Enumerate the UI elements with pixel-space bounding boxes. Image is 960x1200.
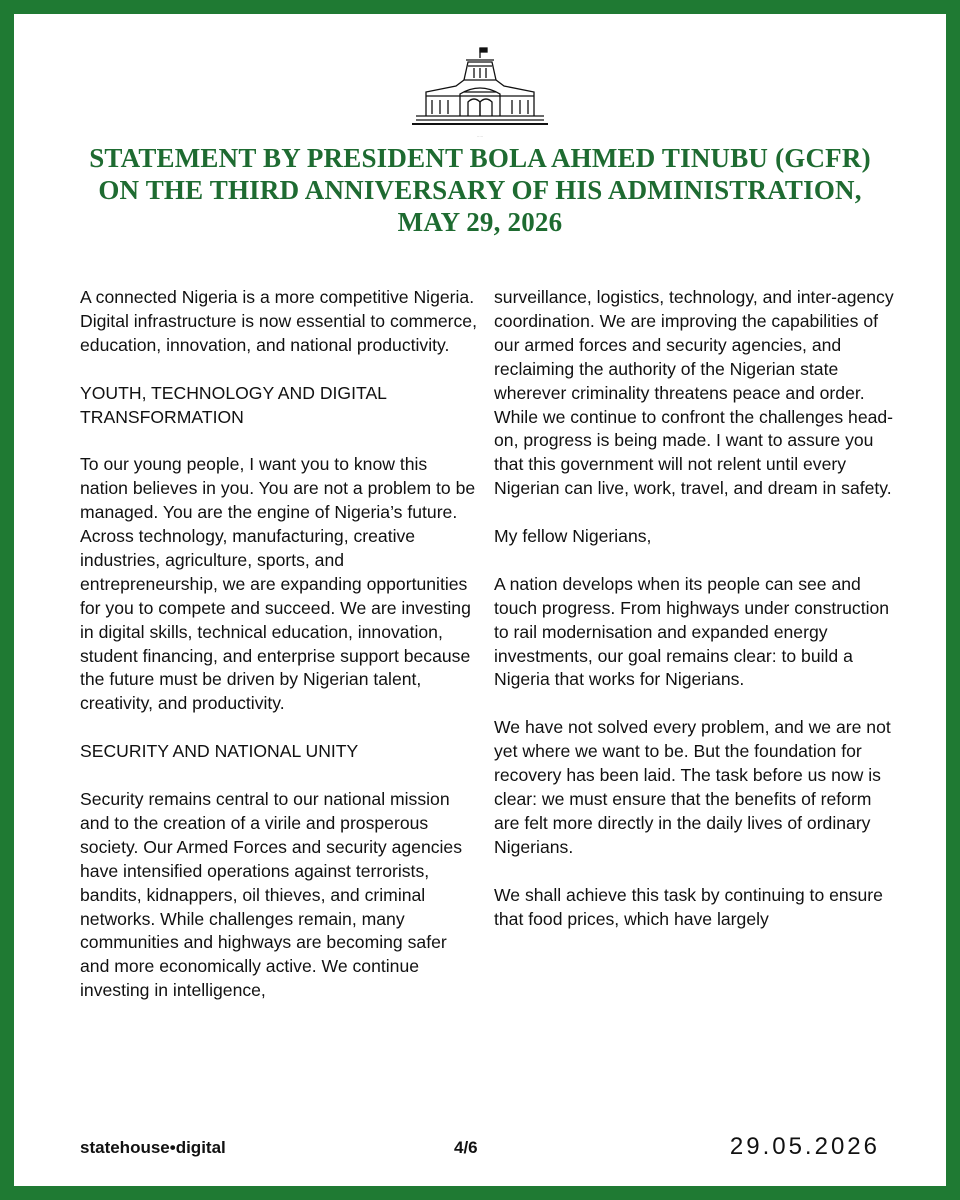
paragraph-digital-infrastructure: A connected Nigeria is a more competitive Nigeria. Digital infrastructure is now essential to commerce, education, innovation, and national productivity. [80,287,477,355]
right-column [494,286,894,955]
paragraph-security-continued: surveillance, logistics, technology, and inter-agency coordination. We are improving the capabilities of our armed forces and security agencies, and reclaiming the authority of the Nigerian state wherever criminality threatens peace and order. While we continue to confront the challenges head-on, progress is being made. I want to assure you that this government will not relent until every Nigerian can live, work, travel, and dream in safety. [494,287,894,499]
statement-title [54,142,906,238]
page-indicator: 4/6 [454,1138,478,1157]
title-line-1: STATEMENT BY PRESIDENT BOLA AHMED TINUBU (GCFR) [89,143,871,173]
paragraph-security: Security remains central to our national mission and to the creation of a virile and prosperous society. Our Armed Forces and security agencies have intensified operations against terrorists, bandits, kidnappers, oil thieves, and criminal networks. While challenges remain, many communities and highways are becoming safer and more economically active. We continue investing in intelligence, [80,788,463,1001]
paragraph-progress: A nation develops when its people can see and touch progress. From highways under construction to rail modernisation and expanded energy investments, our goal remains clear: to build a Nigeria that works for Nigerians. [494,573,890,690]
statement-page [14,14,946,1186]
paragraph-food-prices: We shall achieve this task by continuing to ensure that food prices, which have largely [494,884,883,929]
title-line-3: MAY 29, 2026 [397,207,563,237]
left-column [80,286,480,1027]
svg-text:·····: ····· [476,134,484,139]
statehouse-building-icon [408,44,552,140]
footer-brand: statehouse•digital [80,1138,226,1157]
title-line-2: ON THE THIRD ANNIVERSARY OF HIS ADMINISTRATION, [98,175,862,205]
paragraph-problems: We have not solved every problem, and we are not yet where we want to be. But the foundation for recovery has been laid. The task before us now is clear: we must ensure that the benefits of reform are felt more directly in the daily lives of ordinary Nigerians. [494,717,891,857]
salutation: My fellow Nigerians, [494,526,652,547]
section-heading-security: SECURITY AND NATIONAL UNITY [80,741,359,762]
section-heading-youth-technology: YOUTH, TECHNOLOGY AND DIGITAL TRANSFORMATION [80,382,387,427]
footer-date: 29.05.2026 [729,1133,880,1160]
paragraph-young-people: To our young people, I want you to know this nation believes in you. You are not a problem to be managed. You are the engine of Nigeria’s future. Across technology, manufacturing, creative industries, agriculture, sports, and entrepreneurship, we are expanding opportunities for you to compete and succeed. We are investing in digital skills, technical education, innovation, student financing, and enterprise support because the future must be driven by Nigerian talent, creativity, and productivity. [80,454,476,714]
